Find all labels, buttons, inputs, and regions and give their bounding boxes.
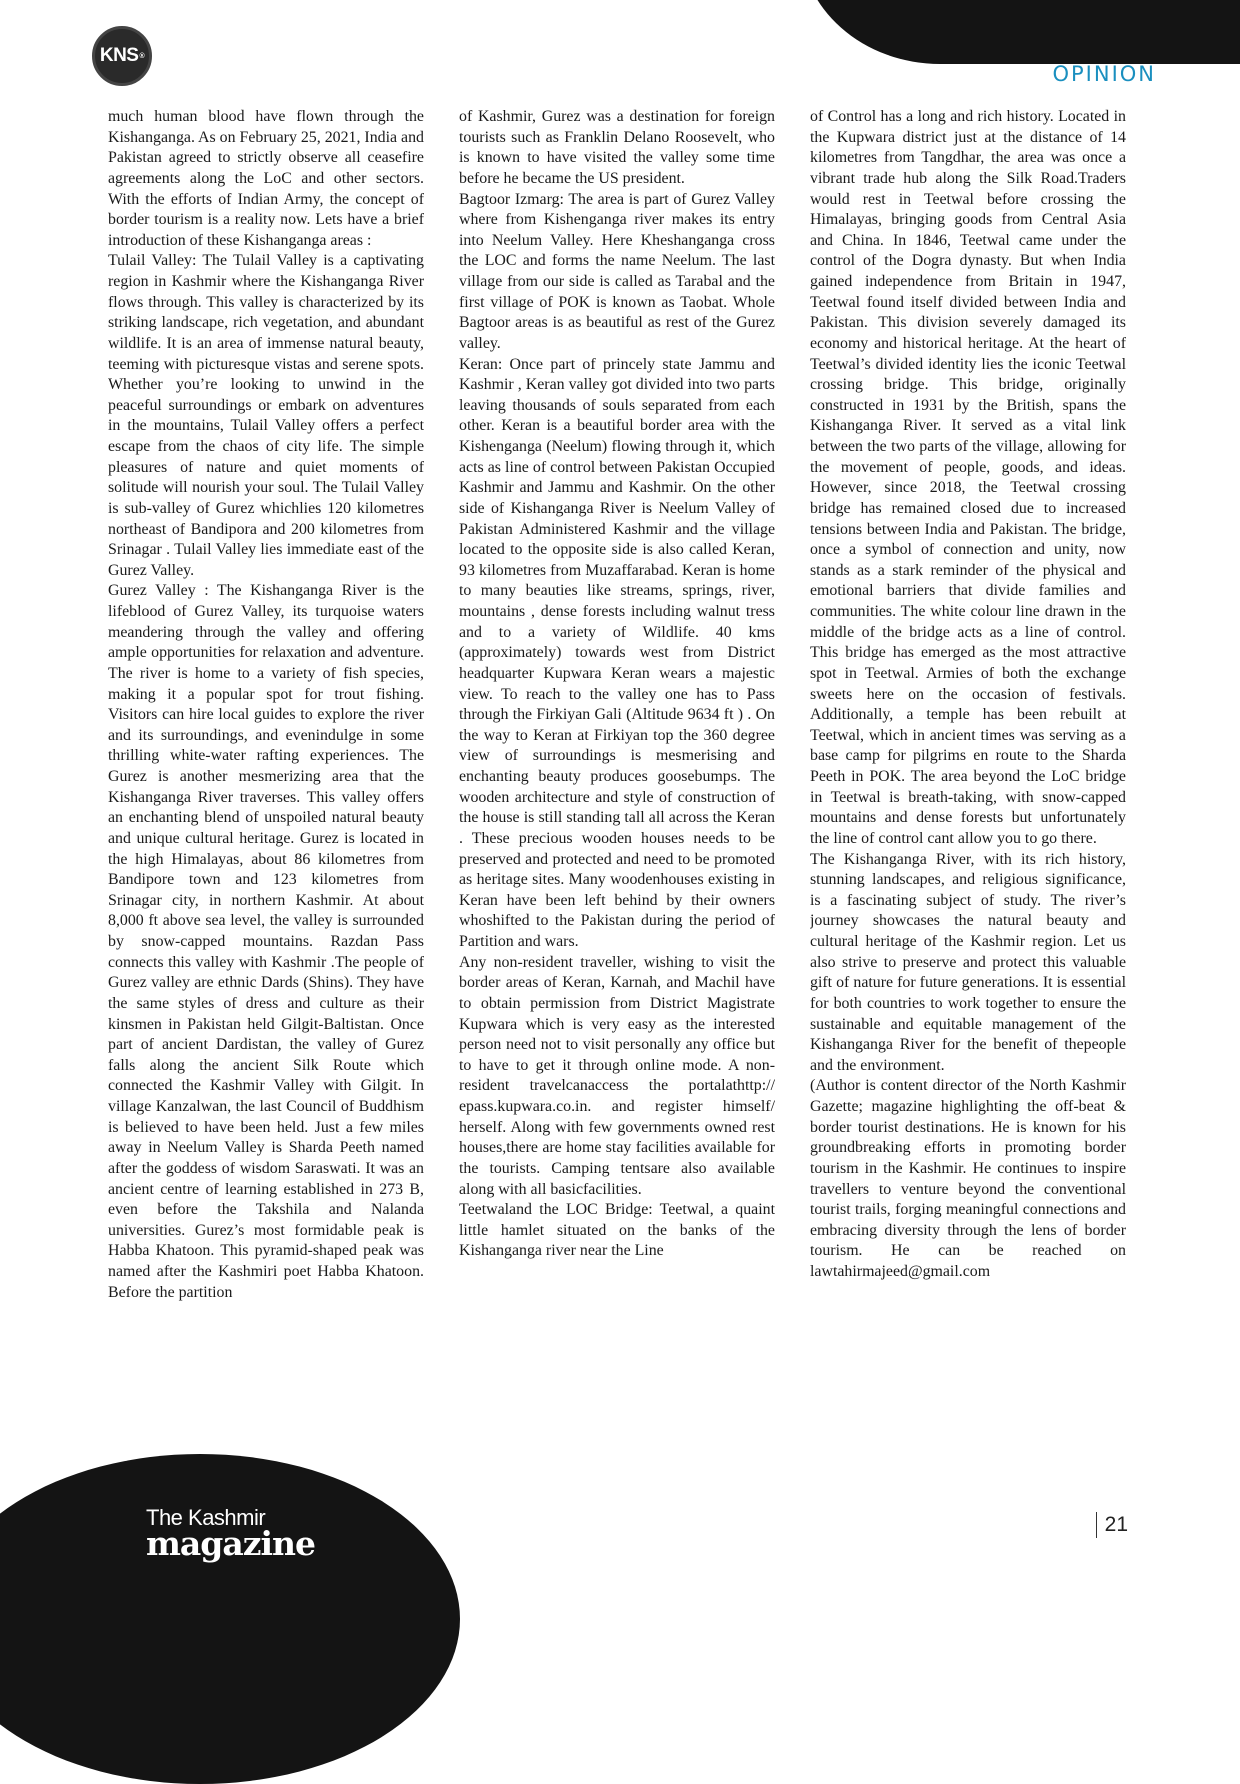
article-body <box>108 107 1126 1464</box>
paragraph: of Control has a long and rich history. Located in the Kupwara district just at the distance of 14 kilometres from Tangdhar, the area was once a vibrant trade hub along the Silk Road.Traders would rest in Teetwal before crossing the Himalayas, bringing goods from Central Asia and China. In 1846, Teetwal came under the control of the Dogra dynasty. But when India gained independence from Britain in 1947, Teetwal found itself divided between India and Pakistan. This division severely damaged its economy and historical heritage. At the heart of Teetwal’s divided identity lies the iconic Teetwal crossing bridge. This bridge, originally constructed in 1931 by the British, spans the Kishanganga River. It served as a vital link between the two parts of the village, allowing for the movement of people, goods, and ideas. However, since 2018, the Teetwal crossing bridge has remained closed due to increased tensions between India and Pakistan. The bridge, once a symbol of connection and unity, now stands as a stark reminder of the physical and emotional barriers that divide families and communities. The white colour line drawn in the middle of the bridge acts as a line of control. This bridge has emerged as the most attractive spot in Teetwal. Armies of both the exchange sweets here on the occasion of festivals. Additionally, a temple has been rebuilt at Teetwal, which in ancient times was serving as a base camp for pilgrims en route to the Sharda Peeth in POK. The area beyond the LoC bridge in Teetwal is breath-taking, with snow-capped mountains and dense forests but unfortunately the line of control cant allow you to go there. <box>810 108 1126 847</box>
paragraph: Any non-resident traveller, wishing to visit the border areas of Keran, Karnah, and Machil have to obtain permission from District Magistrate Kupwara which is very easy as the interested person need not to visit personally any office but to have to get it through online mode. A non-resident travelcanaccess the portalathttp:// epass.kupwara.co.in. and register himself/ herself. Along with few governments owned rest houses,there are home stay facilities available for the tourists. Camping tentsare also available along with all basicfacilities. <box>459 953 775 1198</box>
paragraph: Tulail Valley: The Tulail Valley is a captivating region in Kashmir where the Kishanganga River flows through. This valley is characterized by its striking landscape, rich vegetation, and abundant wildlife. It is an area of immense natural beauty, teeming with picturesque vistas and serene spots. Whether you’re looking to unwind in the peaceful surroundings or embark on adventures in the mountains, Tulail Valley offers a perfect escape from the chaos of city life. The simple pleasures of nature and quiet moments of solitude will nourish your soul. The Tulail Valley is sub-valley of Gurez whichlies 120 kilometres northeast of Bandipora and 200 kilometres from Srinagar . Tulail Valley lies immediate east of the Gurez Valley. <box>108 252 424 579</box>
logo-text: KNS <box>99 45 139 66</box>
paragraph: Gurez Valley : The Kishanganga River is the lifeblood of Gurez Valley, its turquoise waters meandering through the valley and offering ample opportunities for relaxation and adventure. The river is home to a variety of fish species, making it a popular spot for trout fishing. Visitors can hire local guides to explore the river and its surroundings, and evenindulge in some thrilling white-water rafting experiences. The Gurez is another mesmerizing area that the Kishanganga River traverses. This valley offers an enchanting blend of unspoiled natural beauty and unique cultural heritage. Gurez is located in the high Himalayas, about 86 kilometres from Bandipore town and 123 kilometres from Srinagar city, in northern Kashmir. At about 8,000 ft above sea level, the valley is surrounded by snow-capped mountains. Razdan Pass connects this valley with Kashmir .The people of Gurez valley are ethnic Dards (Shins). They have the same styles of dress and culture as their kinsmen in Pakistan held Gilgit-Baltistan. Once part of ancient Dardistan, the valley of Gurez falls along the ancient Silk Route which connected the Kashmir Valley with Gilgit. In village Kanzalwan, the last Council of Buddhism is believed to have been held. Just a few miles away in Neelum Valley is Sharda Peeth named after the goddess of wisdom Saraswati. It was an ancient centre of learning established in 273 B, even before the Takshila and Nalanda universities. Gurez’s most formidable peak is Habba Khatoon. This pyramid-shaped peak was named after the Kashmiri poet Habba Khatoon. Before the partition <box>108 582 424 1301</box>
magazine-brand-logo <box>146 1505 316 1563</box>
paragraph: of Kashmir, Gurez was a destination for foreign tourists such as Franklin Delano Roosevelt, who is known to have visited the valley some time before he became the US president. <box>459 108 775 187</box>
column-1 <box>108 107 424 1464</box>
header-decor-arc <box>800 0 1240 64</box>
paragraph: much human blood have flown through the Kishanganga. As on February 25, 2021, India and Pakistan agreed to strictly observe all ceasefire agreements along the LoC and other sectors. With the efforts of Indian Army, the concept of border tourism is a reality now. Lets have a brief introduction of these Kishanganga areas : <box>108 108 424 249</box>
paragraph: Keran: Once part of princely state Jammu and Kashmir , Keran valley got divided into two parts leaving thousands of souls separated from each other. Keran is a beautiful border area with the Kishenganga (Neelum) flowing through it, which acts as line of control between Pakistan Occupied Kashmir and Jammu and Kashmir. On the other side of Kishanganga River is Neelum Valley of Pakistan Administered Kashmir and the village located to the opposite side is also called Keran, 93 kilometres from Muzaffarabad. Keran is home to many beauties like streams, springs, river, mountains , dense forests including walnut tress and to a variety of Wildlife. 40 kms (approximately) towards west from District headquarter Kupwara Keran wears a majestic view. To reach to the valley one has to Pass through the Firkiyan Gali (Altitude 9634 ft ) . On the way to Keran at Firkiyan top the 360 degree view of surroundings is mesmerising and enchanting beauty produces goosebumps. The wooden architecture and style of construction of the house is still standing tall all across the Keran . These precious wooden houses needs to be preserved and protected and need to be promoted as heritage sites. Many woodenhouses existing in Keran have been left behind by their owners whoshifted to the Pakistan during the period of Partition and wars. <box>459 355 775 950</box>
paragraph: (Author is content director of the North Kashmir Gazette; magazine highlighting the off-beat & border tourist destinations. He is known for his groundbreaking efforts in promoting border tourism in the Kashmir. He continues to inspire travellers to venture beyond the conventional tourist trails, forging meaningful connections and embracing diversity through the lens of border tourism. He can be reached on lawtahirmajeed@gmail.com <box>810 1077 1126 1280</box>
column-3 <box>810 107 1126 1464</box>
footer-decor-arc <box>0 1454 460 1784</box>
registered-mark: ® <box>139 52 145 60</box>
column-2 <box>459 107 775 1464</box>
paragraph: Teetwaland the LOC Bridge: Teetwal, a quaint little hamlet situated on the banks of the Kishanganga river near the Line <box>459 1201 775 1260</box>
page-number: 21 <box>1096 1512 1128 1538</box>
paragraph: The Kishanganga River, with its rich history, stunning landscapes, and religious significance, is a fascinating subject of study. The river’s journey showcases the natural beauty and cultural heritage of the Kashmir region. Let us also strive to preserve and protect this valuable gift of nature for future generations. It is essential for both countries to work together to ensure the sustainable and equitable management of the Kishanganga River for the benefit of thepeople and the environment. <box>810 850 1126 1074</box>
brand-line-2: magazine <box>146 1524 316 1563</box>
brand-line-1: The Kashmir <box>146 1505 266 1530</box>
paragraph: Bagtoor Izmarg: The area is part of Gurez Valley where from Kishenganga river makes its entry into Neelum Valley. Here Kheshanganga cross the LOC and forms the name Neelum. The last village from our side is called as Tarabal and the first village of POK is known as Taobat. Whole Bagtoor areas is as beautiful as rest of the Gurez valley. <box>459 190 775 352</box>
kns-logo <box>92 26 152 86</box>
section-label: OPINION <box>1052 62 1156 86</box>
